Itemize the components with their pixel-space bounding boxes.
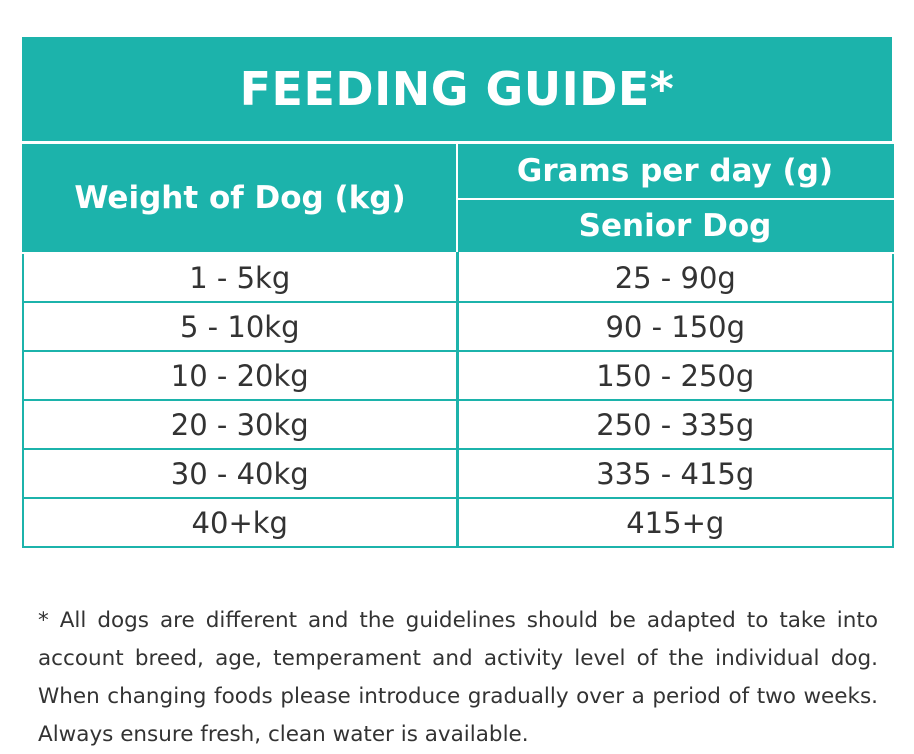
table-row [23,302,893,351]
weight-cell: 1 - 5kg [23,253,457,302]
grams-cell: 150 - 250g [457,351,893,400]
grams-cell: 250 - 335g [457,400,893,449]
weight-cell: 40+kg [23,498,457,547]
feeding-table [22,141,894,548]
feeding-guide-title: FEEDING GUIDE* [22,37,892,141]
table-row [23,498,893,547]
weight-cell: 20 - 30kg [23,400,457,449]
weight-cell: 5 - 10kg [23,302,457,351]
table-row [23,400,893,449]
table-row [23,351,893,400]
weight-cell: 10 - 20kg [23,351,457,400]
grams-cell: 90 - 150g [457,302,893,351]
weight-cell: 30 - 40kg [23,449,457,498]
grams-cell: 415+g [457,498,893,547]
feeding-guide [22,37,892,548]
weight-column-header: Weight of Dog (kg) [23,143,457,254]
grams-column-header: Grams per day (g) [457,143,893,200]
grams-cell: 335 - 415g [457,449,893,498]
grams-cell: 25 - 90g [457,253,893,302]
footnote: * All dogs are different and the guidelines should be adapted to take into account breed, age, temperament and activity level of the individual dog. When changing foods please introduce gradually over a period of two weeks. Always ensure fresh, clean water is available. [38,607,878,747]
table-row [23,253,893,302]
table-row [23,449,893,498]
senior-dog-subheader: Senior Dog [457,199,893,253]
